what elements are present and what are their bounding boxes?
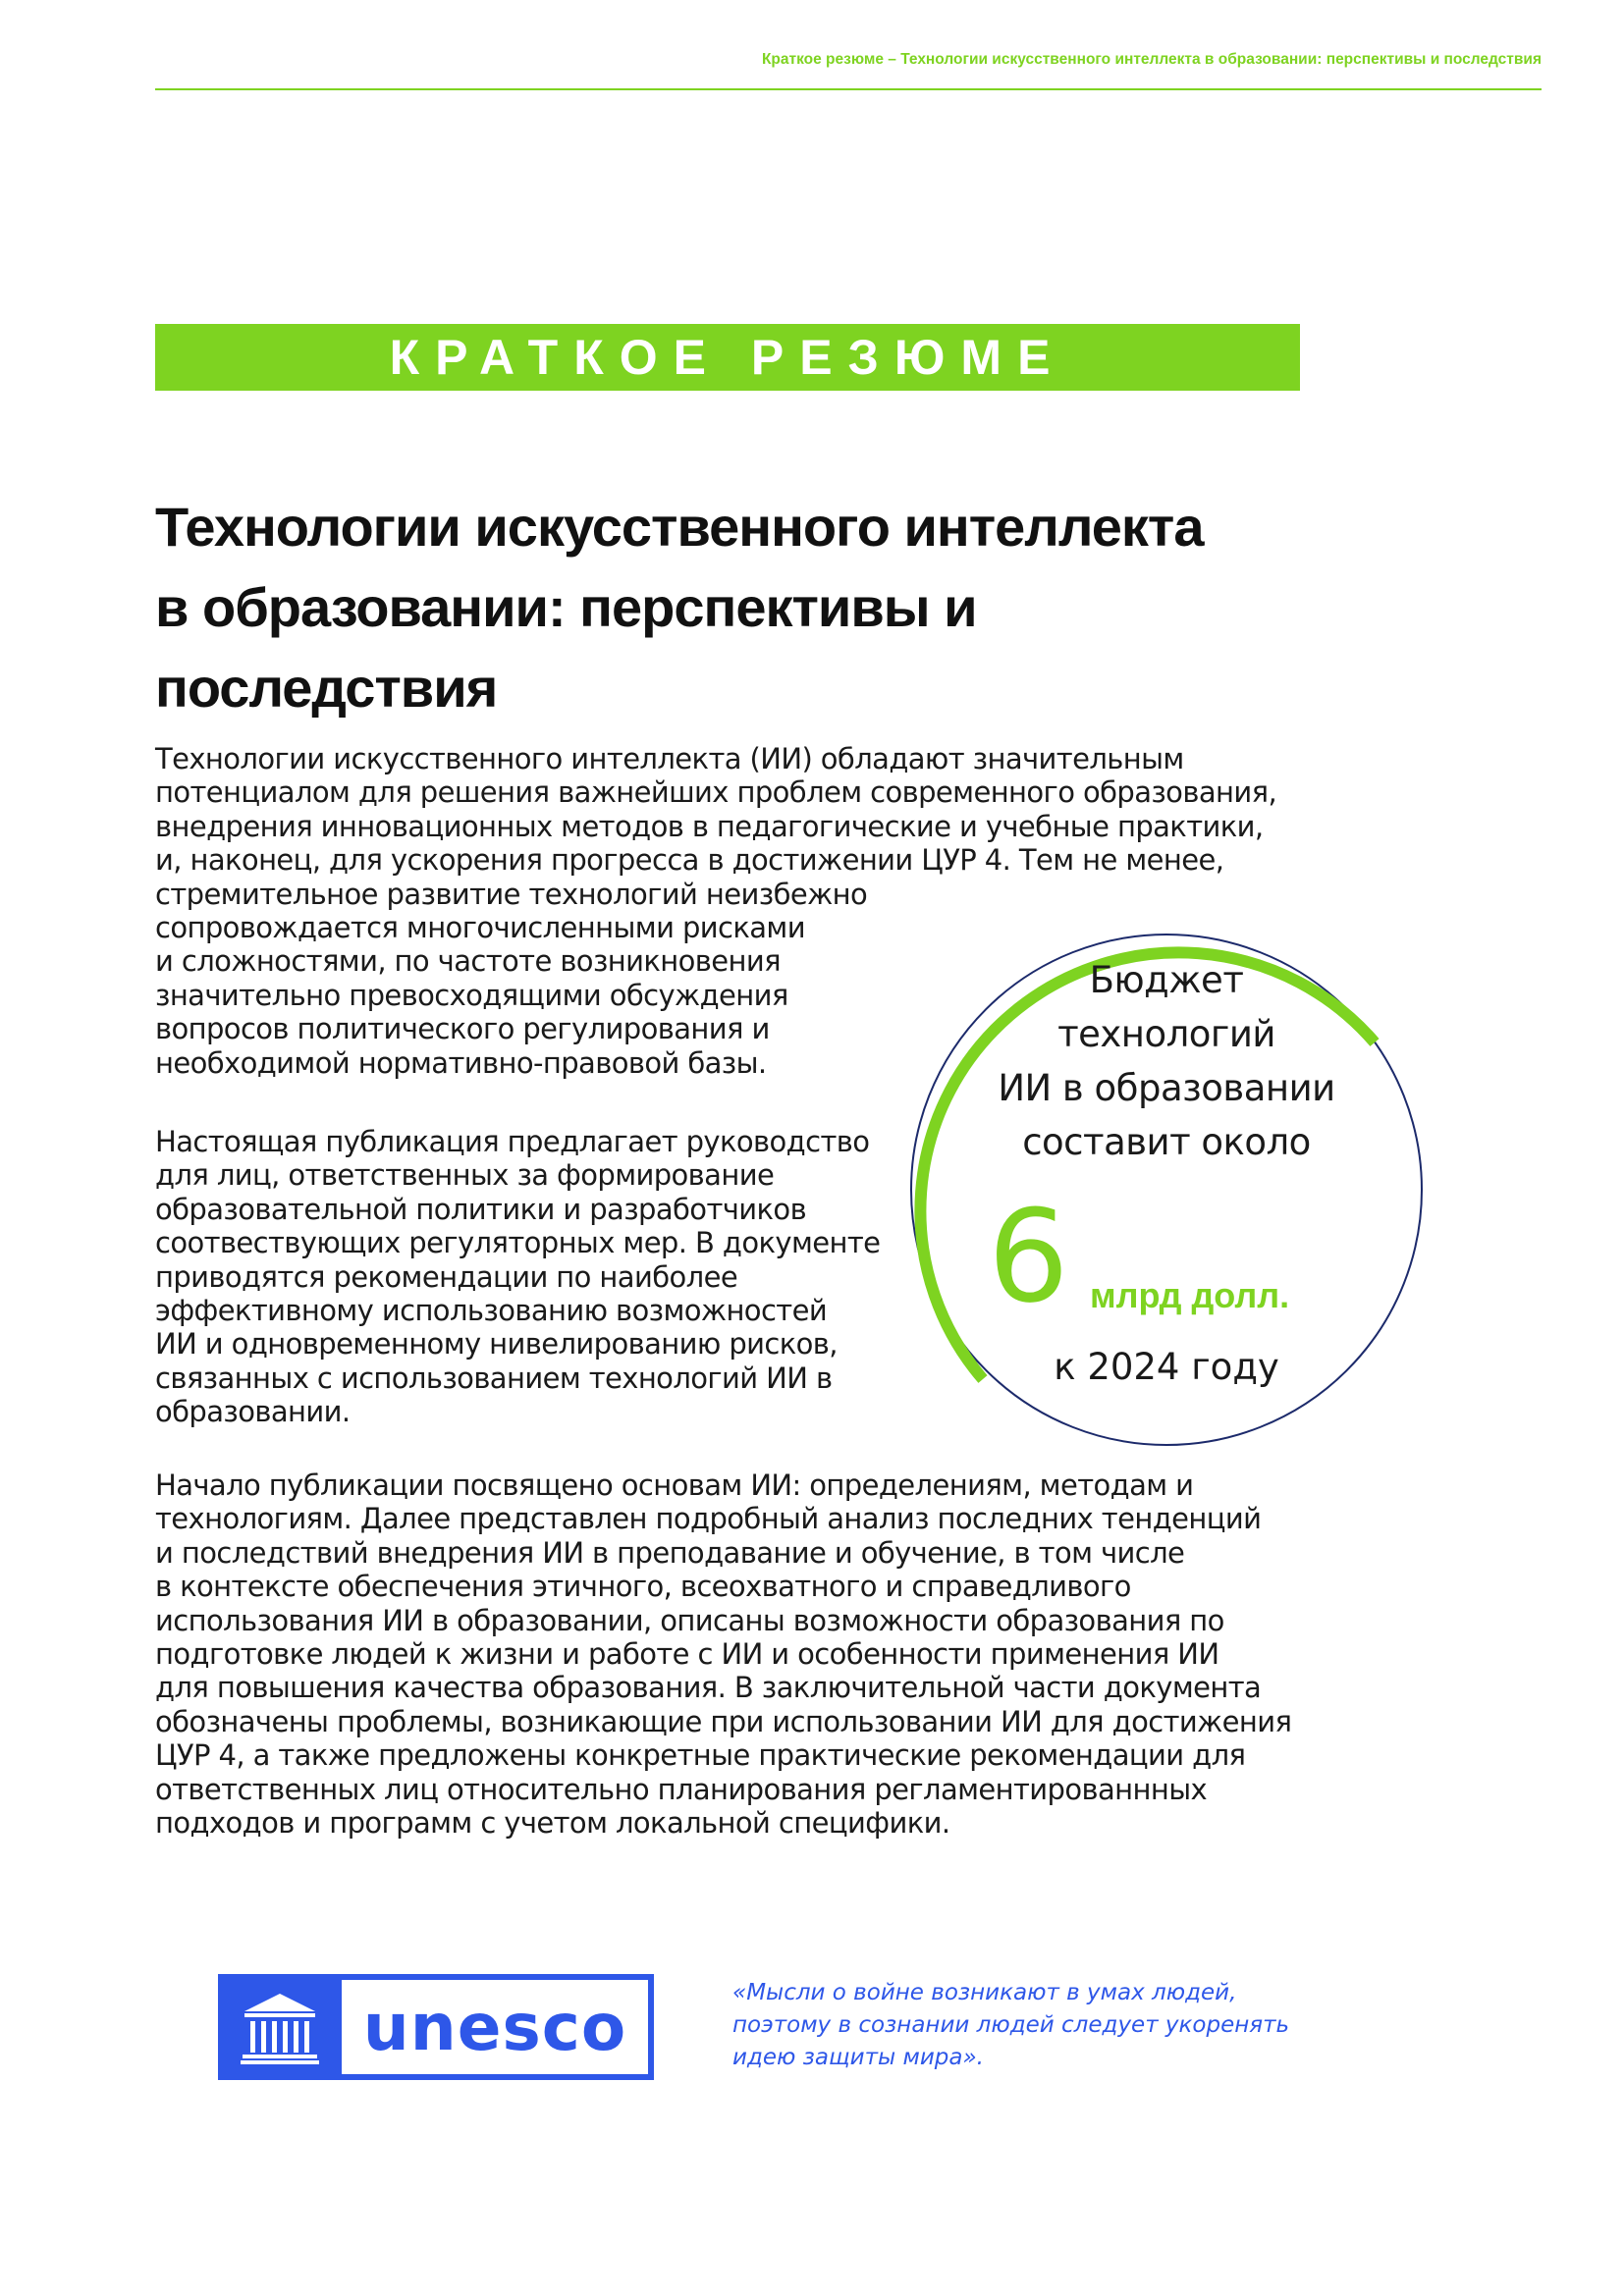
unesco-logo [218, 1974, 654, 2080]
stat-number: 6 [988, 1182, 1069, 1331]
text-line: использования ИИ в образовании, описаны возможности образования по [155, 1603, 1224, 1637]
text-line: приводятся рекомендации по наиболее [155, 1259, 738, 1294]
text-line: Технологии искусственного интеллекта (ИИ) обладают значительным [155, 742, 1184, 775]
text-line: подготовке людей к жизни и работе с ИИ и особенности применения ИИ [155, 1637, 1219, 1672]
text-line: для повышения качества образования. В заключительной части документа [155, 1671, 1262, 1705]
banner-label: КРАТКОЕ РЕЗЮМЕ [389, 330, 1066, 385]
text-line: вопросов политического регулирования и [155, 1012, 770, 1046]
text-line: и последствий внедрения ИИ в преподавание и обучение, в том числе [155, 1535, 1185, 1570]
text-line: стремительное развитие технологий неизбежно [155, 877, 868, 911]
text-line: эффективному использованию возможностей [155, 1294, 828, 1328]
text-line: Начало публикации посвящено основам ИИ: определениям, методам и [155, 1468, 1194, 1502]
text-line: обозначены проблемы, возникающие при использовании ИИ для достижения [155, 1704, 1292, 1738]
text-line: сопровождается многочисленными рисками [155, 911, 805, 945]
text-line: ЦУР 4, а также предложены конкретные практические рекомендации для [155, 1738, 1246, 1773]
text-line: подходов и программ с учетом локальной специфики. [155, 1806, 950, 1841]
title-line: последствия [155, 657, 498, 719]
text-line: и сложностями, по частоте возникновения [155, 944, 781, 979]
text-line: связанных с использованием технологий ИИ в [155, 1361, 833, 1395]
text-line: соотвествующих регуляторных мер. В документе [155, 1226, 881, 1260]
text-line: ответственных лиц относительно планирования регламентированнных [155, 1772, 1208, 1806]
text-line: необходимой нормативно-правовой базы. [155, 1045, 767, 1080]
text-line: образовании. [155, 1395, 351, 1429]
quote-line: «Мысли о войне возникают в умах людей, [732, 1980, 1237, 2005]
section-banner [155, 324, 1300, 391]
unesco-temple-icon [218, 1974, 342, 2080]
text-line: для лиц, ответственных за формирование [155, 1158, 775, 1193]
quote-line: поэтому в сознании людей следует укоренять [732, 2012, 1290, 2038]
stat-caption [983, 953, 1350, 1169]
stat-unit: млрд долл. [1090, 1275, 1290, 1315]
text-line: технологиям. Далее представлен подробный анализ последних тенденций [155, 1502, 1262, 1536]
guidance-paragraph [155, 1125, 880, 1429]
stat-caption-line: технологий [1057, 1013, 1275, 1055]
header-divider [155, 88, 1542, 90]
running-header: Краткое резюме – Технологии искусственного интеллекта в образовании: перспективы и последствия [761, 51, 1542, 68]
stat-year: к 2024 году [1054, 1346, 1279, 1388]
text-line: потенциалом для решения важнейших проблем современного образования, [155, 775, 1277, 810]
text-line: внедрения инновационных методов в педагогические и учебные практики, [155, 809, 1264, 843]
motto-quote [732, 1977, 1289, 2074]
text-line: значительно превосходящими обсуждения [155, 978, 788, 1012]
text-line: ИИ и одновременному нивелированию рисков, [155, 1327, 838, 1362]
text-line: Настоящая публикация предлагает руководство [155, 1125, 870, 1158]
stat-caption-line: составит около [1022, 1121, 1311, 1163]
contents-paragraph [155, 1468, 1291, 1840]
text-line: и, наконец, для ускорения прогресса в достижении ЦУР 4. Тем не менее, [155, 843, 1224, 878]
title-line: Технологии искусственного интеллекта [155, 496, 1204, 558]
stat-caption-line: ИИ в образовании [998, 1067, 1335, 1109]
unesco-wordmark: unesco [342, 1980, 648, 2074]
text-line: образовательной политики и разработчиков [155, 1192, 807, 1226]
stat-caption-line: Бюджет [1089, 959, 1244, 1001]
page-title [155, 487, 1333, 728]
text-line: в контексте обеспечения этичного, всеохватного и справедливого [155, 1570, 1131, 1604]
budget-stat-callout [882, 918, 1451, 1448]
title-line: в образовании: перспективы и [155, 576, 977, 638]
quote-line: идею защиты мира». [732, 2045, 984, 2070]
